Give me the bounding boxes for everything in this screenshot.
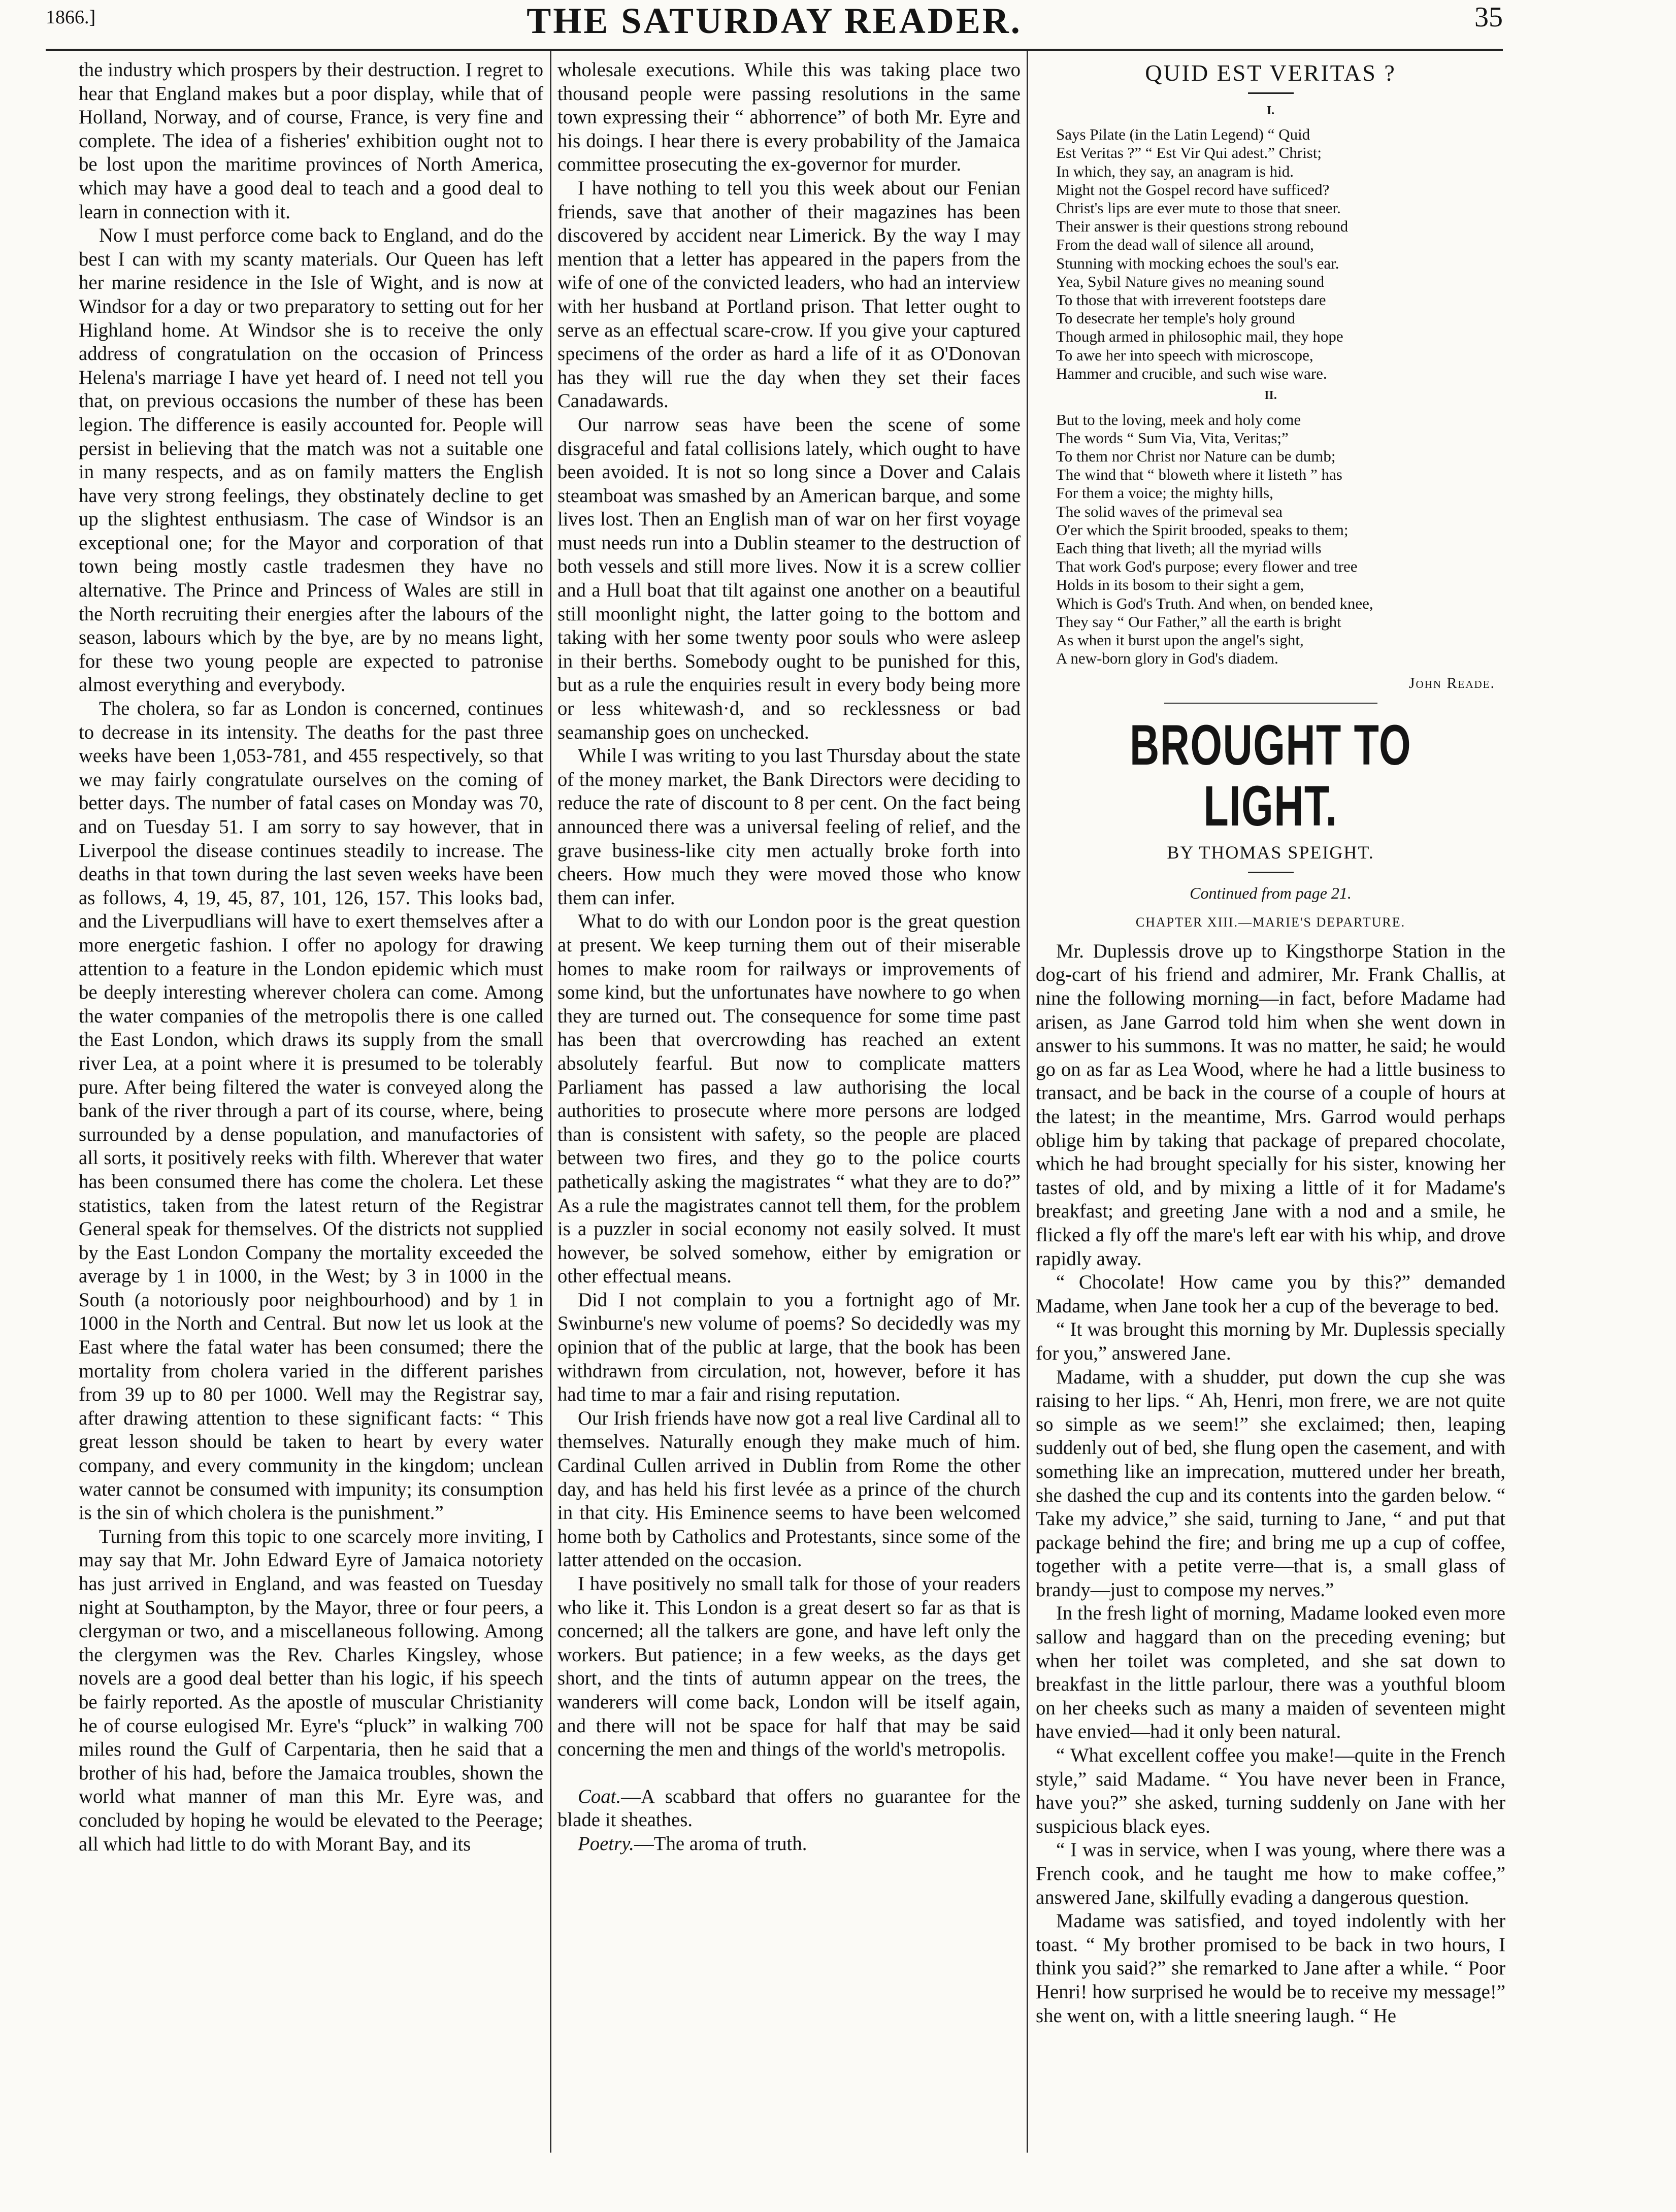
poem-line: A new-born glory in God's diadem. — [1056, 649, 1278, 668]
poem-line: To desecrate her temple's holy ground — [1056, 309, 1295, 327]
poem-stanza — [1036, 125, 1505, 383]
poem-line: The wind that “ bloweth where it listeth ” has — [1056, 466, 1342, 484]
paragraph: “ I was in service, when I was young, where there was a French cook, and he taught me how to make coffee,” answered Jane, skilfully evading a dangerous question. — [1036, 1839, 1505, 1908]
poem-line: To those that with irreverent footsteps dare — [1056, 291, 1326, 309]
poem-line: Might not the Gospel record have sufficed? — [1056, 180, 1330, 199]
serial-title: BROUGHT TO LIGHT. — [1130, 713, 1411, 838]
poem-line: From the dead wall of silence all around, — [1056, 236, 1314, 254]
paragraph: wholesale executions. While this was taking place two thousand people were passing resolutions in the same town expressing their “ abhorrence” of both Mr. Eyre and his doings. I hear there is every probability of the Jamaica committee prosecuting the ex-governor for murder. — [557, 59, 1021, 176]
definition — [557, 1832, 1021, 1856]
poem-line: Each thing that liveth; all the myriad wills — [1056, 539, 1322, 557]
header-year: 1866.] — [46, 7, 96, 28]
poem-section-number: I. — [1266, 104, 1275, 117]
divider — [1248, 92, 1294, 94]
poem-author: John Reade. — [1408, 675, 1495, 692]
poem-title: QUID EST VERITAS ? — [1145, 60, 1396, 86]
poem-line: To them nor Christ nor Nature can be dumb; — [1056, 447, 1336, 466]
divider — [1164, 703, 1377, 704]
poem-line: But to the loving, meek and holy come — [1056, 410, 1301, 428]
definition-text: —A scabbard that offers no guarantee for the blade it sheathes. — [557, 1785, 1021, 1831]
paragraph: I have positively no small talk for those of your readers who like it. This London is a great desert so far as that is concerned; all the talkers are gone, and have left only the workers. But patience; in a few weeks, as the days get short, and the tints of autumn appear on the trees, the wanderers will come back, London will be itself again, and there will not be space for half that may be said concerning the men and things of the world's metropolis. — [557, 1573, 1021, 1761]
paragraph: Madame was satisfied, and toyed indolently with her toast. “ My brother promised to be back in two hours, I think you said?” she remarked to Jane after a while. “ Poor Henri! how surprised he would be to receive my message!” she went on, with a little sneering laugh. “ He — [1036, 1910, 1505, 2027]
poem-line: In which, they say, an anagram is hid. — [1056, 162, 1294, 180]
poem-line: Which is God's Truth. And when, on bended knee, — [1056, 594, 1373, 612]
column-divider — [550, 51, 551, 2153]
paragraph: “ Chocolate! How came you by this?” demanded Madame, when Jane took her a cup of the beverage to bed. — [1036, 1271, 1505, 1317]
poem-section-number: II. — [1264, 389, 1277, 403]
paragraph: In the fresh light of morning, Madame looked even more sallow and haggard than on the preceding evening; but when her toilet was completed, and she sat down to breakfast in the little parlour, there was a youthful bloom on her cheeks such as many a maiden of seventeen might have envied—had it only been natural. — [1036, 1602, 1505, 1743]
paragraph: I have nothing to tell you this week about our Fenian friends, save that another of their magazines has been discovered by accident near Limerick. By the way I may mention that a letter has appeared in the papers from the wife of one of the convicted leaders, who had an interview with her husband at Portland prison. That letter ought to serve as an effectual scare-crow. If you give your captured specimens of the order as hard a life of it as O'Donovan has they will rue the day when they set their faces Canadawards. — [557, 177, 1021, 412]
page-number: 35 — [1474, 2, 1503, 33]
poem-line: Stunning with mocking echoes the soul's ear. — [1056, 254, 1339, 272]
divider — [1248, 872, 1294, 873]
paragraph: Did I not complain to you a fortnight ago of Mr. Swinburne's new volume of poems? So decidedly was my opinion that of the public at large, that the book has been withdrawn from circulation, not, however, before it has had time to mar a fair and rising reputation. — [557, 1289, 1021, 1406]
column-3 — [1036, 58, 1505, 2028]
paragraph: “ What excellent coffee you make!—quite in the French style,” said Madame. “ You have never been in France, have you?” she asked, turning suddenly on Jane with her suspicious black eyes. — [1036, 1744, 1505, 1837]
continued-note: Continued from page 21. — [1190, 883, 1352, 902]
poem-line: To awe her into speech with microscope, — [1056, 346, 1313, 364]
definition-text: —The aroma of truth. — [634, 1832, 807, 1855]
definition-term: Coat. — [578, 1785, 621, 1807]
poem-line: As when it burst upon the angel's sight, — [1056, 631, 1304, 649]
column-2 — [557, 58, 1021, 1856]
poem-line: For them a voice; the mighty hills, — [1056, 484, 1273, 502]
poem-line: Hammer and crucible, and such wise ware. — [1056, 364, 1327, 382]
column-divider — [1027, 51, 1028, 2153]
paragraph: Madame, with a shudder, put down the cup she was raising to her lips. “ Ah, Henri, mon frere, we are not quite so simple as we seem!” she exclaimed; then, leaping suddenly out of bed, she flung open the casement, and with something like an imprecation, muttered under her breath, she dashed the cup and its contents into the garden below. “ Take my advice,” she said, turning to Jane, “ and put that package behind the fire; and bring me up a cup of coffee, together with a petite verre—that is, a small glass of brandy—just to compose my nerves.” — [1036, 1366, 1505, 1601]
poem-line: They say “ Our Father,” all the earth is bright — [1056, 612, 1341, 631]
column-1 — [79, 58, 543, 1856]
poem-line: That work God's purpose; every flower and tree — [1056, 557, 1358, 576]
paragraph: Turning from this topic to one scarcely more inviting, I may say that Mr. John Edward Eyre of Jamaica notoriety has just arrived in England, and was feasted on Tuesday night at Southampton, by the Mayor, three or four peers, a clergyman or two, and a miscellaneous following. Among the clergymen was the Rev. Charles Kingsley, whose novels are a good deal better than his logic, if his speech be fairly reported. As the apostle of muscular Christianity he of course eulogised Mr. Eyre's “pluck” in walking 700 miles round the Gulf of Carpentaria, then he said that a brother of his had, before the Jamaica troubles, shown the world what manner of man this Mr. Eyre was, and concluded by hoping he would be elevated to the Peerage; all which had little to do with Morant Bay, and its — [79, 1525, 543, 1855]
poem-line: Christ's lips are ever mute to those that sneer. — [1056, 199, 1341, 217]
poem-line: Their answer is their questions strong rebound — [1056, 217, 1349, 236]
chapter-heading: CHAPTER XIII.—MARIE'S DEPARTURE. — [1135, 915, 1406, 930]
byline: BY THOMAS SPEIGHT. — [1167, 842, 1374, 863]
poem-line: Holds in its bosom to their sight a gem, — [1056, 576, 1304, 594]
poem-line: Est Veritas ?” “ Est Vir Qui adest.” Christ; — [1056, 144, 1322, 162]
poem-line: O'er which the Spirit brooded, speaks to them; — [1056, 520, 1349, 539]
header-rule — [46, 49, 1503, 51]
paragraph: The cholera, so far as London is concerned, continues to decrease in its intensity. The deaths for the past three weeks have been 1,053-781, and 455 respectively, so that we may fairly congratulate ourselves on the coming of better days. The number of fatal cases on Monday was 70, and on Tuesday 51. I am sorry to say however, that in Liverpool the disease continues steadily to increase. The deaths in that town during the last seven weeks have been as follows, 4, 19, 45, 87, 101, 126, 157. This looks bad, and the Liverpudlians will have to exert themselves after a more energetic fashion. I offer no apology for drawing attention to a feature in the London epidemic which must be deeply interesting wherever cholera can come. Among the water companies of the metropolis there is one called the East London, which draws its supply from the small river Lea, at a point where it is presumed to be tolerably pure. After being filtered the water is conveyed along the bank of the river through a part of its course, where, being surrounded by a dense population, and manufactories of all sorts, it positively reeks with filth. Wherever that water has been consumed there has come the cholera. Let these statistics, taken from the latest return of the Registrar General speak for themselves. Of the districts not supplied by the East London Company the mortality exceeded the average by 1 in 1000, in the West; by 3 in 1000 in the South (a notoriously poor neighbourhood) and by 1 in 1000 in the North and Central. But now let us look at the East where the fatal water has been consumed; there the mortality from cholera varied in the different parishes from 39 up to 80 per 1000. Well may the Registrar say, after drawing attention to these significant facts: “ This great lesson should be taken to heart by every water company, and every community in the kingdom; unclean water cannot be consumed with impunity; its consumption is the sin of which cholera is the punishment.” — [79, 698, 543, 1524]
paragraph: Mr. Duplessis drove up to Kingsthorpe Station in the dog-cart of his friend and admirer, Mr. Frank Challis, at nine the following morning—in fact, before Madame had arisen, as Jane Garrod told him when she went down in answer to his summons. It was no matter, he said; he would go on as far as Lea Wood, where he had a little business to transact, and be back in the course of a couple of hours at the latest; in the meantime, Mrs. Garrod would perhaps oblige him by taking that package of prepared chocolate, which he had brought specially for his sister, knowing her tastes of old, and by mixing a little of it for Madame's breakfast; and greeting Jane with a nod and a smile, he flicked a fly off the mare's left ear with his whip, and drove rapidly away. — [1036, 940, 1505, 1270]
poem-line: The words “ Sum Via, Vita, Veritas;” — [1056, 428, 1289, 447]
poem-line: Yea, Sybil Nature gives no meaning sound — [1056, 272, 1325, 290]
poem-line: The solid waves of the primeval sea — [1056, 502, 1283, 520]
poem-line: Says Pilate (in the Latin Legend) “ Quid — [1056, 125, 1310, 144]
poem-line: Though armed in philosophic mail, they hope — [1056, 327, 1343, 346]
page-header — [46, 0, 1503, 46]
definition — [557, 1785, 1021, 1832]
paragraph: the industry which prospers by their destruction. I regret to hear that England makes but a poor display, while that of Holland, Norway, and of course, France, is very fine and complete. The idea of a fisheries' exhibition ought not to be lost upon the maritime provinces of North America, which may have a good deal to teach and a good deal to learn in connection with it. — [79, 59, 543, 223]
paragraph: Our narrow seas have been the scene of some disgraceful and fatal collisions lately, which ought to have been avoided. It is not so long since a Dover and Calais steamboat was smashed by an American barque, and some lives lost. Then an English man of war on her first voyage must needs run into a Dublin steamer to the destruction of both vessels and still more lives. Now it is a screw collier and a Hull boat that tilt against one another on a beautiful still moonlight night, the latter going to the bottom and taking with her some twenty poor souls who were asleep in their berths. Somebody ought to be punished for this, but as a rule the enquiries result in every body being more or less whitewash·d, and so recklessness or bad seamanship goes on unchecked. — [557, 413, 1021, 743]
definition-term: Poetry. — [578, 1832, 634, 1855]
paragraph: “ It was brought this morning by Mr. Duplessis specially for you,” answered Jane. — [1036, 1318, 1505, 1364]
paragraph: What to do with our London poor is the great question at present. We keep turning them out of their miserable homes to make room for railways or improvements of some kind, but the unfortunates have nowhere to go when they are turned out. The consequence for some time past has been that overcrowding has reached an extent absolutely fearful. But now to complicate matters Parliament has passed a law authorising the local authorities to prosecute where more persons are lodged than is consistent with safety, so the people are placed between two fires, and they go to the police courts pathetically asking the magistrates “ what they are to do?” As a rule the magistrates cannot tell them, for the problem is a puzzler in social economy not easily solved. It must however, be solved somehow, either by emigration or other effectual means. — [557, 910, 1021, 1287]
paragraph: Our Irish friends have now got a real live Cardinal all to themselves. Naturally enough they make much of him. Cardinal Cullen arrived in Dublin from Rome the other day, and has held his first levée as a prince of the church in that city. His Eminence seems to have been welcomed home both by Catholics and Protestants, since some of the latter attended on the occasion. — [557, 1407, 1021, 1571]
paragraph: While I was writing to you last Thursday about the state of the money market, the Bank Directors were deciding to reduce the rate of discount to 8 per cent. On the fact being announced there was a universal feeling of relief, and the grave business-like city men actually broke forth into cheers. How much they were moved those who know them can infer. — [557, 745, 1021, 909]
paragraph: Now I must perforce come back to England, and do the best I can with my scanty materials. Our Queen has left her marine residence in the Isle of Wight, and is now at Windsor for a day or two preparatory to setting out for her Highland home. At Windsor she is to receive the only address of congratulation on the occasion of Princess Helena's marriage I have yet heard of. I need not tell you that, on previous occasions the number of these has been legion. The difference is easily accounted for. People will persist in believing that the match was not a suitable one in many respects, and as on family matters the English have very strong feelings, they obstinately decline to get up the slightest enthusiasm. The case of Windsor is an exceptional one; for the Mayor and corporation of that town being mostly castle tradesmen they have no alternative. The Prince and Princess of Wales are still in the North recruiting their energies after the labours of the season, labours which by the bye, are by no means light, for these two young people are expected to patronise almost everything and everybody. — [79, 224, 543, 696]
masthead-title: THE SATURDAY READER. — [527, 1, 1022, 41]
poem-stanza — [1036, 411, 1505, 668]
